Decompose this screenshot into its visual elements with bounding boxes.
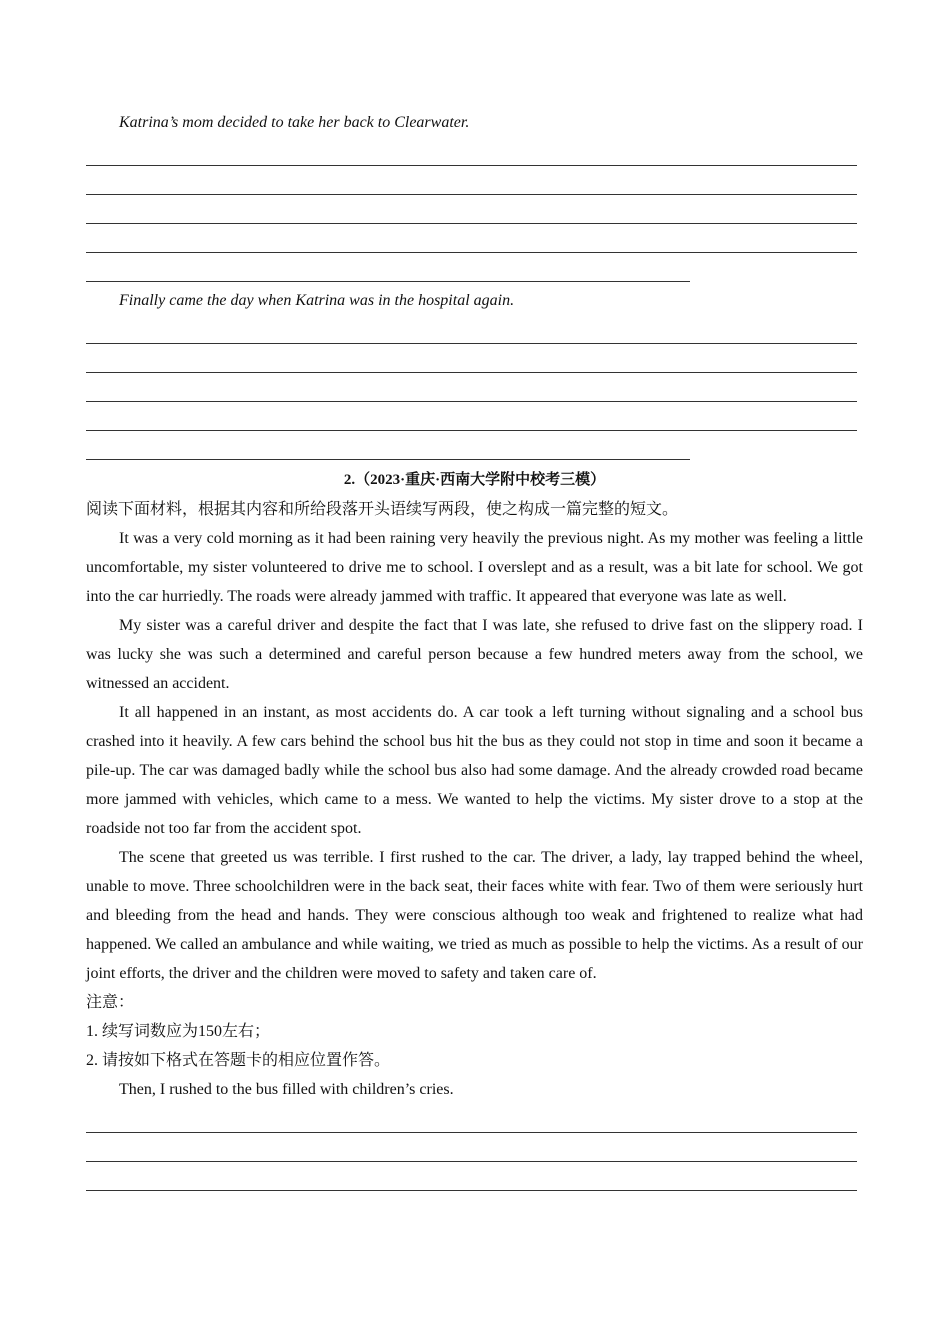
answer-line[interactable] [86,315,857,344]
passage-paragraph-2: My sister was a careful driver and despite the fact that I was late, she refused to drive fast on the slippery road. I was lucky she was such a determined and careful person because a few hundred meters away from the school, we witnessed an accident. [86,617,863,692]
answer-line[interactable] [86,166,857,195]
answer-line[interactable] [86,1162,857,1191]
notes-label: 注意： [86,994,135,1011]
question-instruction: 阅读下面材料，根据其内容和所给段落开头语续写两段，使之构成一篇完整的短文。 [86,501,679,518]
answer-line[interactable] [86,373,857,402]
answer-lines-2 [86,315,863,460]
answer-line[interactable] [86,224,857,253]
continuation-prompt-3: Then, I rushed to the bus filled with children’s cries. [119,1081,454,1098]
passage-paragraph-1: It was a very cold morning as it had been raining very heavily the previous night. As my mother was feeling a little uncomfortable, my sister volunteered to drive me to school. I overslept and as a result, was a bit late for school. We got into the car hurriedly. The roads were already jammed with traffic. It appeared that everyone was late as well. [86,530,863,605]
answer-line[interactable] [86,195,857,224]
note-format: 2. 请按如下格式在答题卡的相应位置作答。 [86,1052,391,1069]
question-title: 2.（2023·重庆·西南大学附中校考三模） [343,472,606,488]
answer-lines-3 [86,1104,863,1191]
answer-line-short[interactable] [86,253,690,282]
answer-line[interactable] [86,344,857,373]
answer-line-short[interactable] [86,431,690,460]
answer-line[interactable] [86,137,857,166]
continuation-prompt-1: Katrina’s mom decided to take her back to Clearwater. [119,114,470,131]
answer-lines-1 [86,137,863,282]
passage-paragraph-3: It all happened in an instant, as most accidents do. A car took a left turning without signaling and a school bus crashed into it heavily. A few cars behind the school bus hit the bus as they could not stop in time and soon it became a pile-up. The car was damaged badly while the school bus also had some damage. And the already crowded road became more jammed with vehicles, which came to a mess. We wanted to help the victims. My sister drove to a stop at the roadside not too far from the accident spot. [86,704,863,837]
continuation-prompt-2: Finally came the day when Katrina was in the hospital again. [119,292,515,309]
note-word-count: 1. 续写词数应为150左右； [86,1023,271,1040]
answer-line[interactable] [86,1104,857,1133]
page-content [86,108,863,1191]
answer-line[interactable] [86,1133,857,1162]
answer-line[interactable] [86,402,857,431]
passage-paragraph-4: The scene that greeted us was terrible. I first rushed to the car. The driver, a lady, lay trapped behind the wheel, unable to move. Three schoolchildren were in the back seat, their faces white with fear. Two of them were seriously hurt and bleeding from the head and hands. They were conscious although too weak and frightened to realize what had happened. We called an ambulance and while waiting, we tried as much as possible to help the victims. As a result of our joint efforts, the driver and the children were moved to safety and taken care of. [86,849,863,982]
